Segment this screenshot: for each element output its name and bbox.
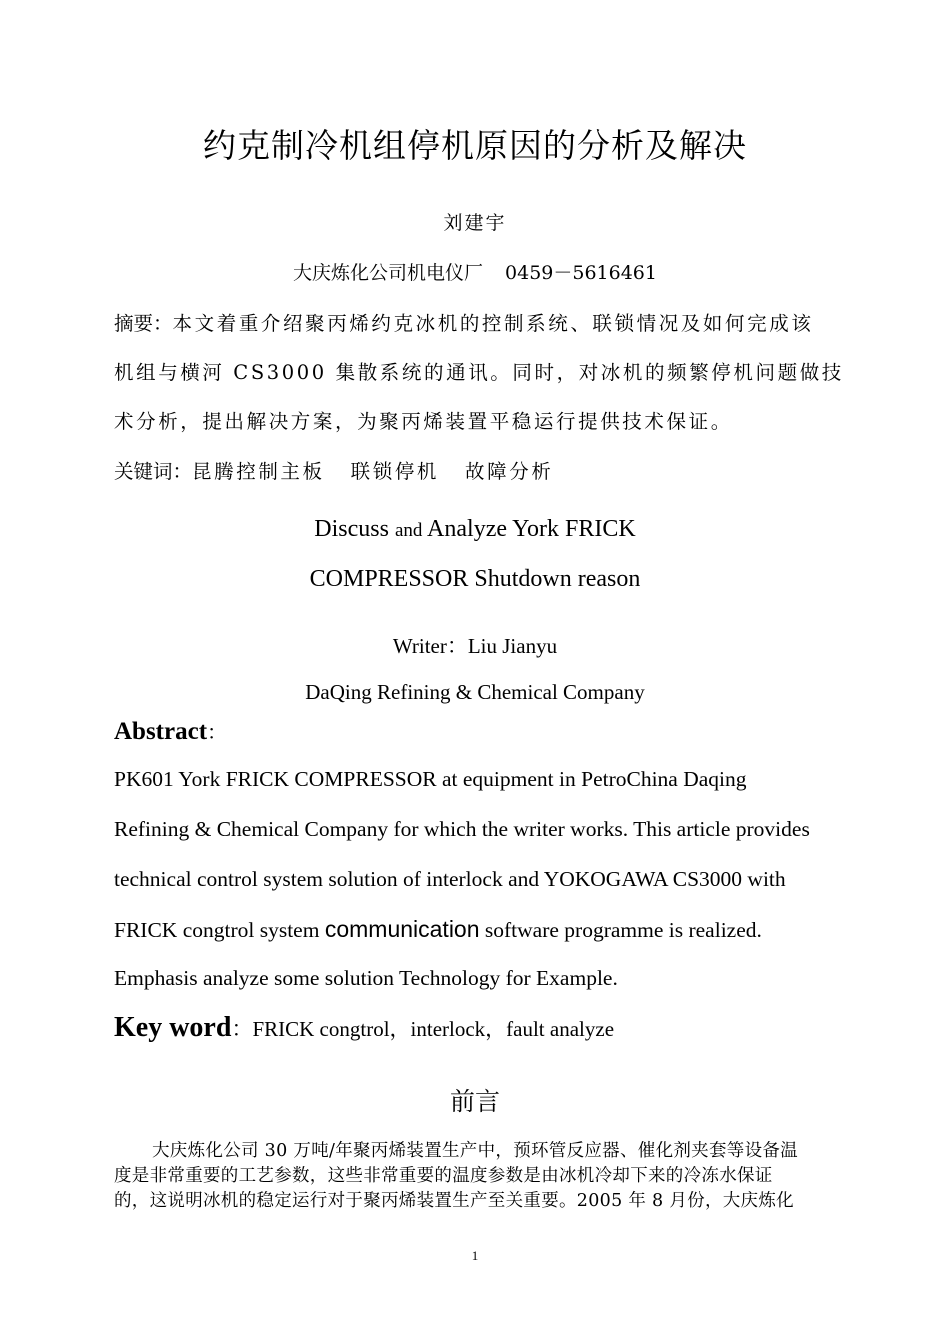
abstract-cn-line-3: 术分析，提出解决方案，为聚丙烯装置平稳运行提供技术保证。 (114, 410, 733, 433)
abstract-en-line-4 (114, 916, 762, 943)
page-number: 1 (471, 1248, 479, 1263)
keyword-cn-3: 故障分析 (465, 460, 554, 483)
abstract-en-line-4-a: FRICK congtrol system (114, 918, 325, 942)
affiliation-org: 大庆炼化公司机电仪厂 (293, 262, 484, 284)
keywords-en (114, 1012, 614, 1044)
english-title-line-1 (0, 516, 950, 543)
abstract-en-line-5: Emphasis analyze some solution Technology for Example. (114, 966, 618, 990)
affiliation-phone: 0459－5616461 (505, 262, 657, 284)
keywords-cn (114, 456, 553, 484)
preface-line-3: 的，这说明冰机的稳定运行对于聚丙烯装置生产至关重要。2005 年 8 月份，大庆炼化 (114, 1191, 794, 1211)
company-line: DaQing Refining & Chemical Company (305, 680, 645, 704)
keywords-en-sep: ： (231, 1017, 253, 1041)
abstract-en-line-2: Refining & Chemical Company for which the writer works. This article provides (114, 817, 810, 841)
abstract-en-label: Abstract (114, 718, 208, 745)
abstract-en-line-4-c: software programme is realized. (479, 918, 762, 942)
abstract-en-line-1: PK601 York FRICK COMPRESSOR at equipment in PetroChina Daqing (114, 767, 747, 791)
keywords-cn-label: 关键词： (114, 460, 193, 483)
writer-line: Writer：Liu Jianyu (392, 634, 558, 658)
abstract-en-colon: ： (207, 722, 228, 744)
abstract-en-heading (114, 716, 227, 746)
paper-title: 约克制冷机组停机原因的分析及解决 (203, 126, 747, 165)
abstract-en-line-3: technical control system solution of interlock and YOKOGAWA CS3000 with (114, 867, 786, 891)
keywords-en-text: FRICK congtrol，interlock，fault analyze (252, 1017, 615, 1041)
keyword-cn-2: 联锁停机 (350, 460, 440, 483)
author-name: 刘建宇 (443, 212, 507, 234)
english-title-line-2: COMPRESSOR Shutdown reason (309, 566, 641, 592)
keyword-cn-1: 昆腾控制主板 (192, 460, 325, 483)
english-title-part-a: Discuss (314, 516, 395, 542)
abstract-cn-line-2: 机组与横河 CS3000 集散系统的通讯。同时，对冰机的频繁停机问题做技 (114, 361, 844, 384)
affiliation (0, 258, 950, 285)
abstract-cn-label: 摘要： (114, 312, 173, 335)
preface-heading: 前言 (449, 1087, 500, 1116)
english-title-part-c: Analyze York FRICK (422, 516, 636, 542)
preface-line-2: 度是非常重要的工艺参数，这些非常重要的温度参数是由冰机冷却下来的冷冻水保证 (114, 1166, 773, 1186)
keywords-en-label: Key word (114, 1012, 232, 1043)
abstract-en-line-4-b: communication (324, 916, 480, 942)
abstract-cn-line-1 (114, 308, 813, 336)
english-title-part-b: and (394, 520, 423, 541)
abstract-cn-text-1: 本文着重介绍聚丙烯约克冰机的控制系统、联锁情况及如何完成该 (172, 312, 814, 335)
preface-line-1: 大庆炼化公司 30 万吨/年聚丙烯装置生产中，预环管反应器、催化剂夹套等设备温 (152, 1141, 798, 1161)
